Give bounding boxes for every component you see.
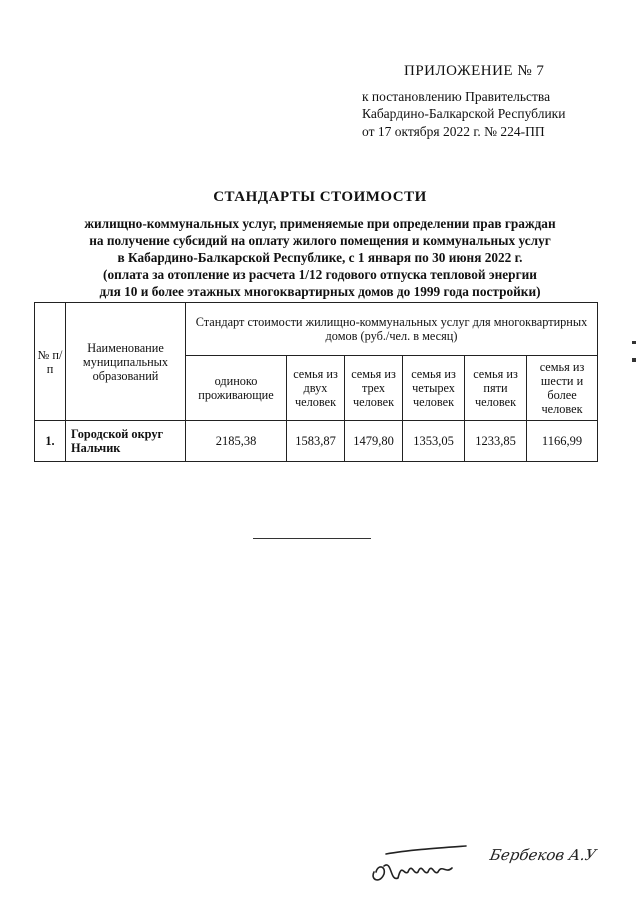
row-number: 1. [35, 421, 66, 462]
row-municipality: Городской округ Нальчик [66, 421, 186, 462]
header-family-six-plus: семья из шести и более человек [527, 356, 598, 421]
header-family-three: семья из трех человек [345, 356, 403, 421]
header-family-five: семья из пяти человек [465, 356, 527, 421]
annex-title: ПРИЛОЖЕНИЕ № 7 [404, 63, 545, 79]
header-single: одиноко проживающие [186, 356, 287, 421]
value-family-four: 1353,05 [403, 421, 465, 462]
annex-line-decree: к постановлению Правительства [362, 89, 551, 104]
header-municipality: Наименование муниципальных образований [66, 303, 186, 421]
subtitle-line-1: жилищно-коммунальных услуг, применяемые при определении прав граждан [84, 216, 556, 231]
annex-line-government: Кабардино-Балкарской Республики [362, 106, 566, 121]
header-family-four: семья из четырех человек [403, 356, 465, 421]
annex-line-date: от 17 октября 2022 г. № 224-ПП [362, 124, 545, 139]
scan-edge-mark [632, 341, 636, 344]
subtitle-line-4: (оплата за отопление из расчета 1/12 годового отпуска тепловой энергии [103, 267, 537, 282]
table-row [35, 421, 598, 462]
signature-name: Бербеков А.У [488, 846, 598, 864]
value-family-three: 1479,80 [345, 421, 403, 462]
separator-line [253, 538, 371, 539]
value-single: 2185,38 [186, 421, 287, 462]
document-title: СТАНДАРТЫ СТОИМОСТИ [213, 189, 427, 205]
header-row-number: № п/п [35, 303, 66, 421]
subtitle-line-3: в Кабардино-Балкарской Республике, с 1 января по 30 июня 2022 г. [117, 250, 523, 265]
header-standard-group: Стандарт стоимости жилищно-коммунальных услуг для многоквартирных домов (руб./чел. в месяц) [186, 303, 598, 356]
standards-table [34, 302, 598, 462]
handwritten-signature [368, 842, 478, 892]
subtitle-line-2: на получение субсидий на оплату жилого помещения и коммунальных услуг [89, 233, 551, 248]
value-family-five: 1233,85 [465, 421, 527, 462]
header-family-two: семья из двух человек [287, 356, 345, 421]
value-family-two: 1583,87 [287, 421, 345, 462]
value-family-six-plus: 1166,99 [527, 421, 598, 462]
subtitle-line-5: для 10 и более этажных многоквартирных домов до 1999 года постройки) [99, 284, 541, 299]
scan-edge-mark [632, 358, 636, 362]
